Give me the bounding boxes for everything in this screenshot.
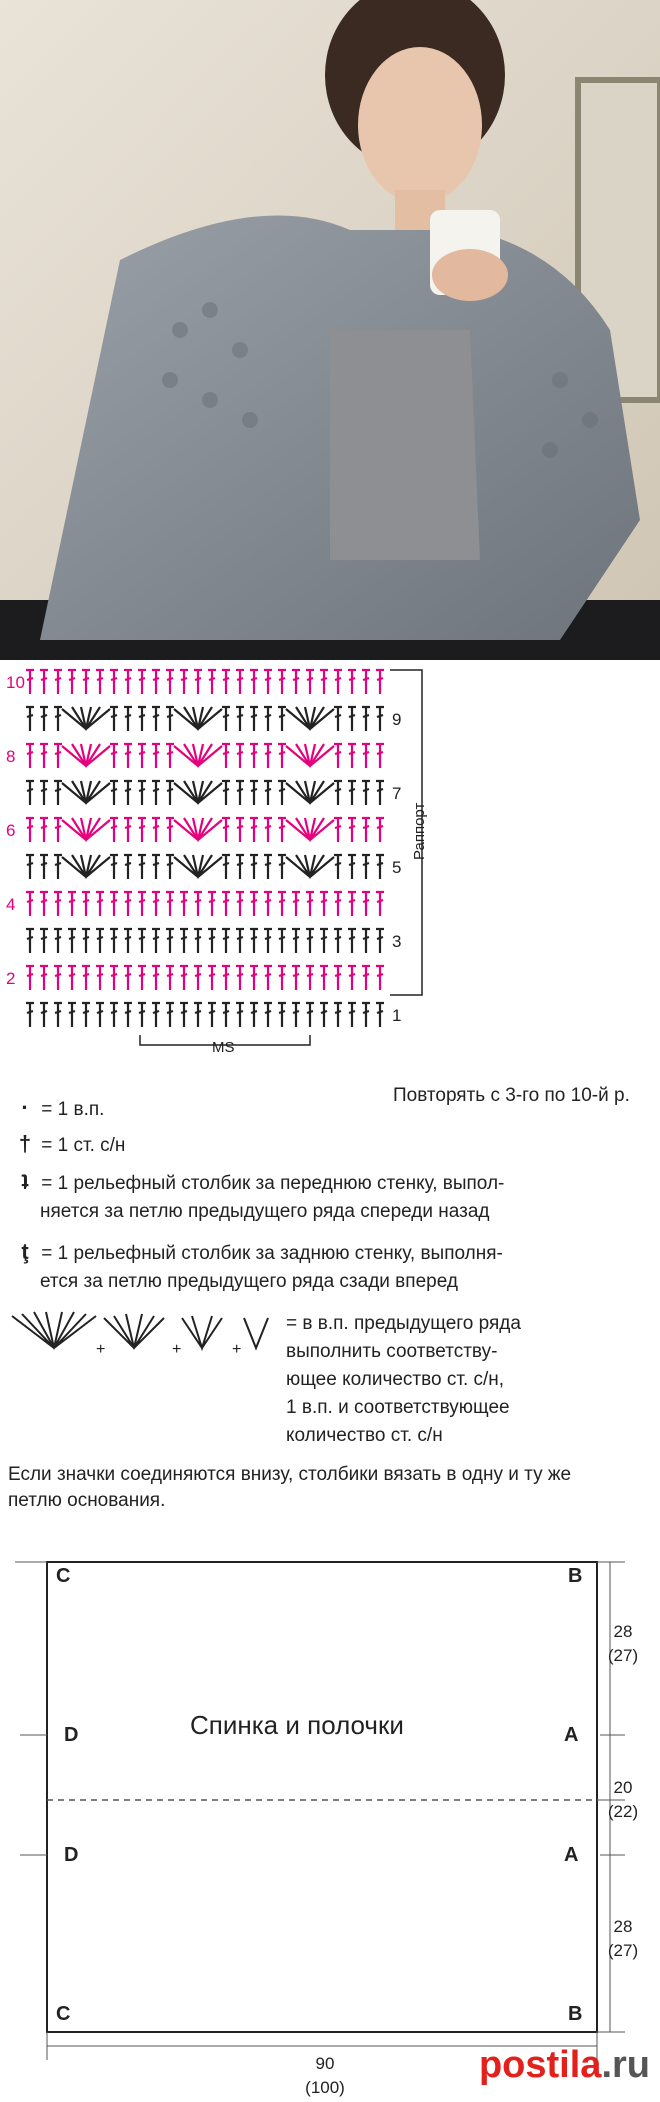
stitch-mark xyxy=(320,966,328,990)
stitch-mark xyxy=(376,707,384,731)
stitch-mark xyxy=(222,744,230,768)
stitch-mark xyxy=(278,1003,286,1027)
stitch-mark xyxy=(222,818,230,842)
dim-middle: 20 (22) xyxy=(607,1778,639,1821)
stitch-mark xyxy=(152,892,160,916)
stitch-mark xyxy=(110,1003,118,1027)
stitch-mark xyxy=(54,855,62,879)
fan-stitch-mark xyxy=(174,707,222,729)
stitch-mark xyxy=(152,966,160,990)
stitch-mark xyxy=(334,855,342,879)
stitch-mark xyxy=(68,929,76,953)
stitch-mark xyxy=(152,781,160,805)
stitch-mark xyxy=(292,892,300,916)
stitch-mark xyxy=(26,781,34,805)
stitch-mark xyxy=(40,929,48,953)
stitch-mark xyxy=(40,1003,48,1027)
stitch-mark xyxy=(68,670,76,694)
stitch-mark xyxy=(334,892,342,916)
stitch-mark xyxy=(54,818,62,842)
stitch-mark xyxy=(54,929,62,953)
fan-stitch-mark xyxy=(62,855,110,877)
stitch-mark xyxy=(348,929,356,953)
stitch-mark xyxy=(348,707,356,731)
stitch-mark xyxy=(110,966,118,990)
stitch-mark xyxy=(264,929,272,953)
stitch-mark xyxy=(124,855,132,879)
stitch-mark xyxy=(376,781,384,805)
stitch-mark xyxy=(236,855,244,879)
stitch-mark xyxy=(54,744,62,768)
stitch-mark xyxy=(82,1003,90,1027)
fan-stitch-mark xyxy=(286,818,334,840)
stitch-mark xyxy=(348,670,356,694)
stitch-mark xyxy=(124,892,132,916)
stitch-mark xyxy=(166,892,174,916)
stitch-mark xyxy=(236,929,244,953)
stitch-mark xyxy=(236,707,244,731)
model-photo xyxy=(0,0,660,660)
stitch-mark xyxy=(124,1003,132,1027)
stitch-mark xyxy=(306,670,314,694)
stitch-mark xyxy=(82,892,90,916)
row-number-8: 8 xyxy=(6,747,16,766)
stitch-mark xyxy=(250,855,258,879)
stitch-mark xyxy=(222,670,230,694)
stitch-mark xyxy=(320,670,328,694)
stitch-mark xyxy=(264,781,272,805)
stitch-mark xyxy=(124,707,132,731)
stitch-mark xyxy=(320,1003,328,1027)
stitch-mark xyxy=(278,892,286,916)
stitch-mark xyxy=(124,966,132,990)
stitch-mark xyxy=(40,707,48,731)
stitch-mark xyxy=(54,707,62,731)
stitch-mark xyxy=(278,744,286,768)
stitch-mark xyxy=(54,966,62,990)
stitch-mark xyxy=(54,892,62,916)
stitch-mark xyxy=(40,781,48,805)
fan-stitch-mark xyxy=(174,818,222,840)
legend-fan-text: = в в.п. предыдущего ряда выполнить соответству- ющее количество ст. с/н, 1 в.п. и соответствующее количество ст. с/н xyxy=(286,1313,521,1446)
stitch-mark xyxy=(110,744,118,768)
stitch-mark xyxy=(348,1003,356,1027)
stitch-mark xyxy=(166,707,174,731)
stitch-mark xyxy=(152,855,160,879)
stitch-mark xyxy=(194,966,202,990)
stitch-mark xyxy=(138,744,146,768)
stitch-mark xyxy=(26,1003,34,1027)
stitch-mark xyxy=(68,892,76,916)
row-number-6: 6 xyxy=(6,821,16,840)
stitch-mark xyxy=(110,781,118,805)
stitch-mark xyxy=(222,966,230,990)
stitch-mark xyxy=(348,855,356,879)
fan-stitch-mark xyxy=(286,855,334,877)
row-number-7: 7 xyxy=(392,784,402,803)
stitch-mark xyxy=(362,707,370,731)
stitch-mark xyxy=(54,1003,62,1027)
stitch-mark xyxy=(376,892,384,916)
stitch-mark xyxy=(334,781,342,805)
stitch-mark xyxy=(166,929,174,953)
stitch-mark xyxy=(152,707,160,731)
stitch-mark xyxy=(222,855,230,879)
stitch-mark xyxy=(362,781,370,805)
stitch-mark xyxy=(292,670,300,694)
stitch-mark xyxy=(110,892,118,916)
stitch-mark xyxy=(334,929,342,953)
stitch-mark xyxy=(376,744,384,768)
stitch-mark xyxy=(250,818,258,842)
stitch-mark xyxy=(250,966,258,990)
corner-c-top: C xyxy=(56,1565,71,1587)
stitch-mark xyxy=(166,855,174,879)
stitch-mark xyxy=(124,670,132,694)
stitch-mark xyxy=(138,670,146,694)
stitch-mark xyxy=(96,1003,104,1027)
stitch-mark xyxy=(138,855,146,879)
stitch-mark xyxy=(376,966,384,990)
stitch-mark xyxy=(194,1003,202,1027)
stitch-mark xyxy=(222,1003,230,1027)
fan-stitch-mark xyxy=(62,744,110,766)
stitch-mark xyxy=(96,670,104,694)
chart-row-3 xyxy=(26,929,384,953)
point-d-top: D xyxy=(64,1724,79,1746)
stitch-mark xyxy=(138,966,146,990)
chart-row-5 xyxy=(26,855,384,879)
stitch-mark xyxy=(26,929,34,953)
stitch-mark xyxy=(208,892,216,916)
stitch-mark xyxy=(334,670,342,694)
stitch-mark xyxy=(292,966,300,990)
stitch-mark xyxy=(222,929,230,953)
stitch-mark xyxy=(180,1003,188,1027)
stitch-mark xyxy=(278,966,286,990)
stitch-mark xyxy=(264,892,272,916)
stitch-mark xyxy=(278,781,286,805)
stitch-mark xyxy=(348,892,356,916)
stitch-mark xyxy=(278,929,286,953)
stitch-mark xyxy=(264,670,272,694)
stitch-mark xyxy=(362,892,370,916)
chart-row-10 xyxy=(26,670,384,694)
stitch-mark xyxy=(194,929,202,953)
stitch-mark xyxy=(320,892,328,916)
stitch-mark xyxy=(362,670,370,694)
stitch-mark xyxy=(82,670,90,694)
stitch-note: Если значки соединяются внизу, столбики вязать в одну и ту же петлю основания. xyxy=(8,1464,572,1511)
stitch-mark xyxy=(110,855,118,879)
stitch-mark xyxy=(68,966,76,990)
stitch-mark xyxy=(306,966,314,990)
stitch-mark xyxy=(152,929,160,953)
stitch-mark xyxy=(124,744,132,768)
stitch-mark xyxy=(236,781,244,805)
stitch-mark xyxy=(334,744,342,768)
stitch-mark xyxy=(362,966,370,990)
point-a-top: A xyxy=(564,1724,579,1746)
stitch-mark xyxy=(264,855,272,879)
stitch-mark xyxy=(82,966,90,990)
stitch-mark xyxy=(110,818,118,842)
stitch-mark xyxy=(376,855,384,879)
stitch-mark xyxy=(208,670,216,694)
stitch-mark xyxy=(250,744,258,768)
stitch-mark xyxy=(152,670,160,694)
stitch-mark xyxy=(376,929,384,953)
stitch-mark xyxy=(278,707,286,731)
crochet-chart xyxy=(0,660,660,1080)
chart-row-1 xyxy=(26,1003,384,1027)
stitch-mark xyxy=(250,781,258,805)
schematic-title: Спинка и полочки xyxy=(190,1710,404,1740)
corner-c-bottom: C xyxy=(56,2003,71,2025)
stitch-mark xyxy=(236,818,244,842)
stitch-mark xyxy=(250,1003,258,1027)
fan-stitch-mark xyxy=(174,744,222,766)
stitch-mark xyxy=(26,744,34,768)
stitch-mark xyxy=(376,818,384,842)
stitch-mark xyxy=(152,744,160,768)
row-number-4: 4 xyxy=(6,895,16,914)
stitch-mark xyxy=(264,1003,272,1027)
chart-row-8 xyxy=(26,744,384,768)
stitch-mark xyxy=(180,892,188,916)
stitch-mark xyxy=(138,707,146,731)
stitch-mark xyxy=(292,929,300,953)
stitch-mark xyxy=(68,1003,76,1027)
fan-stitch-mark xyxy=(174,855,222,877)
fan-stitch-mark xyxy=(286,781,334,803)
stitch-mark xyxy=(376,1003,384,1027)
stitch-mark xyxy=(110,707,118,731)
stitch-mark xyxy=(40,966,48,990)
double-crochet-icon: † xyxy=(18,1131,32,1156)
dim-width: 90 (100) xyxy=(305,2054,345,2097)
stitch-mark xyxy=(306,929,314,953)
stitch-mark xyxy=(278,855,286,879)
rapport-label: Раппорт xyxy=(411,802,428,860)
stitch-mark xyxy=(306,1003,314,1027)
stitch-mark xyxy=(40,670,48,694)
stitch-mark xyxy=(194,670,202,694)
stitch-mark xyxy=(40,744,48,768)
stitch-mark xyxy=(138,929,146,953)
svg-text:+: + xyxy=(96,1341,106,1358)
stitch-mark xyxy=(138,892,146,916)
stitch-mark xyxy=(222,892,230,916)
stitch-mark xyxy=(138,1003,146,1027)
stitch-mark xyxy=(180,929,188,953)
legend-fpdc: ʇ = 1 рельефный столбик за переднюю стенку, выпол- няется за петлю предыдущего ряда спереди назад xyxy=(14,1168,504,1226)
stitch-mark xyxy=(334,966,342,990)
stitch-mark xyxy=(362,1003,370,1027)
stitch-mark xyxy=(110,670,118,694)
fan-stitch-mark xyxy=(62,781,110,803)
stitch-mark xyxy=(138,818,146,842)
stitch-mark xyxy=(208,929,216,953)
stitch-mark xyxy=(222,707,230,731)
stitch-mark xyxy=(348,781,356,805)
stitch-mark xyxy=(250,707,258,731)
stitch-mark xyxy=(334,1003,342,1027)
stitch-mark xyxy=(26,670,34,694)
stitch-mark xyxy=(236,1003,244,1027)
svg-text:+: + xyxy=(172,1341,182,1358)
pattern-schematic xyxy=(0,1530,660,2097)
fan-stitch-mark xyxy=(286,707,334,729)
row-number-10: 10 xyxy=(6,673,25,692)
stitch-mark xyxy=(166,781,174,805)
postila-watermark: postila.ru xyxy=(478,2044,650,2086)
legend-bpdc: ţ = 1 рельефный столбик за заднюю стенку, выполня- ется за петлю предыдущего ряда сзади вперед xyxy=(14,1238,503,1296)
stitch-mark xyxy=(26,707,34,731)
stitch-mark xyxy=(362,855,370,879)
chart-row-2 xyxy=(26,966,384,990)
chart-row-7 xyxy=(26,781,384,805)
stitch-mark xyxy=(208,966,216,990)
stitch-mark xyxy=(334,818,342,842)
stitch-mark xyxy=(222,781,230,805)
fan-stitch-mark xyxy=(62,707,110,729)
stitch-mark xyxy=(264,707,272,731)
stitch-mark xyxy=(138,781,146,805)
stitch-mark xyxy=(264,966,272,990)
row-number-2: 2 xyxy=(6,969,16,988)
row-number-9: 9 xyxy=(392,710,402,729)
stitch-mark xyxy=(96,929,104,953)
stitch-mark xyxy=(96,966,104,990)
stitch-mark xyxy=(166,818,174,842)
dim-top: 28 (27) xyxy=(607,1622,639,1665)
point-d-bottom: D xyxy=(64,1844,79,1866)
stitch-mark xyxy=(166,670,174,694)
stitch-mark xyxy=(348,818,356,842)
chain-stitch-icon: · xyxy=(21,1095,29,1120)
stitch-mark xyxy=(236,670,244,694)
stitch-mark xyxy=(166,1003,174,1027)
stitch-mark xyxy=(124,781,132,805)
stitch-mark xyxy=(362,818,370,842)
ms-label: MS xyxy=(212,1039,235,1056)
stitch-mark xyxy=(26,892,34,916)
stitch-mark xyxy=(40,892,48,916)
row-number-1: 1 xyxy=(392,1006,402,1025)
stitch-mark xyxy=(264,744,272,768)
legend-chain: · = 1 в.п. xyxy=(14,1094,104,1124)
row-number-5: 5 xyxy=(392,858,402,877)
stitch-mark xyxy=(208,1003,216,1027)
stitch-mark xyxy=(40,818,48,842)
chart-row-4 xyxy=(26,892,384,916)
stitch-mark xyxy=(278,670,286,694)
stitch-mark xyxy=(110,929,118,953)
stitch-mark xyxy=(124,929,132,953)
fan-stitch-mark xyxy=(286,744,334,766)
stitch-mark xyxy=(250,670,258,694)
symbol-legend xyxy=(0,1080,660,1446)
repeat-instruction: Повторять с 3-го по 10-й р. xyxy=(393,1085,630,1106)
stitch-mark xyxy=(236,966,244,990)
fan-stitch-mark xyxy=(62,818,110,840)
svg-text:+: + xyxy=(232,1341,242,1358)
stitch-mark xyxy=(180,966,188,990)
stitch-mark xyxy=(348,966,356,990)
stitch-mark xyxy=(376,670,384,694)
stitch-mark xyxy=(194,892,202,916)
fan-stitch-icons xyxy=(4,1308,274,1358)
stitch-mark xyxy=(152,818,160,842)
stitch-mark xyxy=(320,929,328,953)
stitch-mark xyxy=(348,744,356,768)
stitch-mark xyxy=(152,1003,160,1027)
dim-bottom: 28 (27) xyxy=(607,1917,639,1960)
row-number-3: 3 xyxy=(392,932,402,951)
fan-stitch-mark xyxy=(174,781,222,803)
stitch-mark xyxy=(250,892,258,916)
legend-dc: † = 1 ст. с/н xyxy=(14,1130,125,1160)
front-post-dc-icon: ʇ xyxy=(21,1169,29,1194)
stitch-mark xyxy=(278,818,286,842)
point-a-bottom: A xyxy=(564,1844,579,1866)
stitch-mark xyxy=(96,892,104,916)
stitch-mark xyxy=(26,818,34,842)
stitch-mark xyxy=(180,670,188,694)
stitch-mark xyxy=(82,929,90,953)
chart-row-6 xyxy=(26,818,384,842)
stitch-mark xyxy=(362,929,370,953)
stitch-mark xyxy=(236,892,244,916)
stitch-mark xyxy=(236,744,244,768)
chart-row-9 xyxy=(26,707,384,731)
stitch-mark xyxy=(264,818,272,842)
stitch-mark xyxy=(362,744,370,768)
stitch-mark xyxy=(40,855,48,879)
back-post-dc-icon: ţ xyxy=(21,1239,29,1264)
stitch-mark xyxy=(26,966,34,990)
stitch-mark xyxy=(292,1003,300,1027)
stitch-mark xyxy=(166,744,174,768)
stitch-mark xyxy=(26,855,34,879)
stitch-mark xyxy=(166,966,174,990)
stitch-mark xyxy=(306,892,314,916)
corner-b-bottom: B xyxy=(568,2003,583,2025)
stitch-mark xyxy=(124,818,132,842)
corner-b-top: B xyxy=(568,1565,583,1587)
stitch-mark xyxy=(54,781,62,805)
stitch-mark xyxy=(334,707,342,731)
stitch-mark xyxy=(54,670,62,694)
stitch-mark xyxy=(250,929,258,953)
